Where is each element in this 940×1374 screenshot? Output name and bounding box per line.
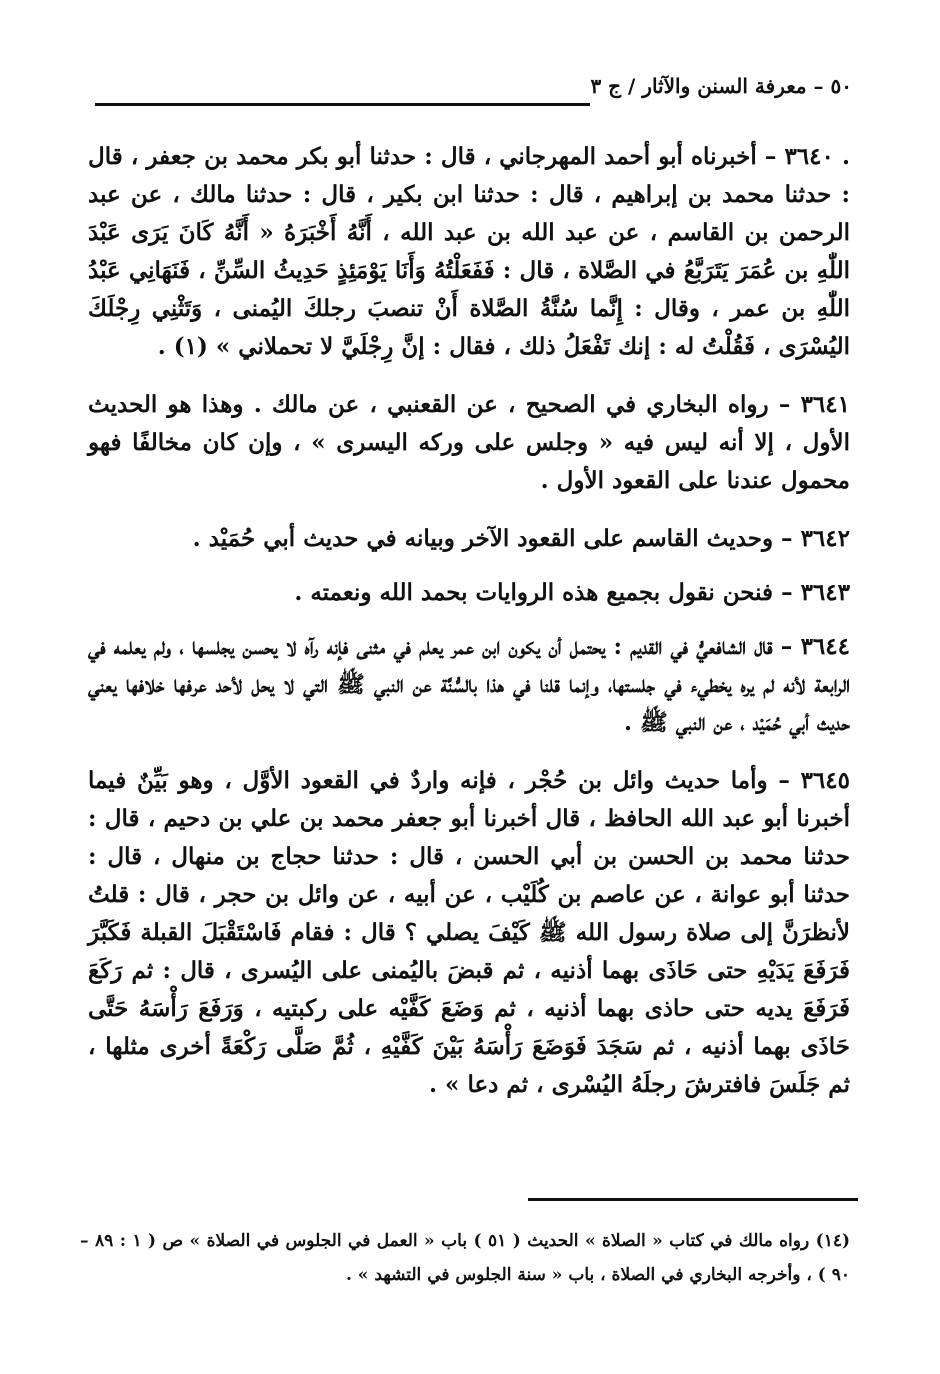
paragraph-3642: ٣٦٤٢ – وحديث القاسم على القعود الآخر وبيانه في حديث أبي حُمَيْد . <box>192 525 850 552</box>
running-header: ٥٠ – معرفة السنن والآثار / ج ٣ <box>590 74 852 98</box>
footnotes <box>80 1224 850 1292</box>
paragraph-3643: ٣٦٤٣ – فنحن نقول بجميع هذه الروايات بحمد الله ونعمته . <box>294 579 850 606</box>
footnote-rule <box>528 1198 858 1201</box>
paragraph-3641: ٣٦٤١ – رواه البخاري في الصحيح ، عن القعنبي ، عن مالك . وهذا هو الحديث الأول ، إلا أنه ليس فيه « وجلس على وركه اليسرى » ، وإن كان مخالفًا فهو محمول عندنا على القعود الأول . <box>88 391 850 494</box>
footnote-14: (١٤) رواه مالك في كتاب « الصلاة » الحديث ( ٥١ ) باب « العمل في الجلوس في الصلاة » ص ( ١ : ٨٩ – ٩٠ ) ، وأخرجه البخاري في الصلاة ، باب « سنة الجلوس في التشهد » . <box>80 1231 850 1285</box>
paragraph-3645: ٣٦٤٥ – وأما حديث وائل بن حُجْر ، فإنه واردٌ في القعود الأوَّل ، وهو بَيِّنٌ فيما أخبرنا أبو عبد الله الحافظ ، قال أخبرنا أبو جعفر محمد بن علي بن دحيم ، قال : حدثنا محمد بن الحسن بن أبي الحسن ، قال : حدثنا حجاج بن منهال ، قال : حدثنا أبو عوانة ، عن عاصم بن كُلَيْب ، عن أبيه ، عن وائل بن حجر ، قال : قلتُ لأنظرَنَّ إلى صلاة رسول الله ﷺ كَيْفَ يصلي ؟ قال : فقام فَاسْتَقْبَلَ القبلة فَكَبَّرَ فَرَفَعَ يَدَيْهِ حتى حَاذَى بهما أذنيه ، ثم قبضَ باليُمنى على اليُسرى ، قال : ثم رَكَعَ فَرَفَعَ يديه حتى حاذى بهما أذنيه ، ثم وَضَعَ كَفَّيْه على ركبتيه ، وَرَفَعَ رَأْسَهُ حَتَّى حَاذَى بهما أذنيه ، ثم سَجَدَ فَوَضَعَ رَأْسَهُ بَيْنَ كَفَّيْهِ ، ثُمَّ صَلَّى رَكْعَةً أخرى مثلها ، ثم جَلَسَ فافترشَ رجلَهُ اليُسْرى ، ثم دعا » . <box>88 767 851 1098</box>
paragraph-3640: . ٣٦٤٠ – أخبرناه أبو أحمد المهرجاني ، قال : حدثنا أبو بكر محمد بن جعفر ، قال : حدثنا محمد بن إبراهيم ، قال : حدثنا ابن بكير ، قال : حدثنا مالك ، عن عبد الرحمن بن القاسم ، عن عبد الله بن عبد الله ، أَنَّهُ أَخْبَرَهُ « أَنَّهُ كَانَ يَرَى عَبْدَ اللّٰهِ بن عُمَرَ يَتَرَبَّعُ في الصَّلاة ، قال : فَفَعَلْتُهُ وَأَنَا يَوْمَئِذٍ حَدِيثُ السِّنِّ ، فَنَهَانِي عَبْدُ اللّٰهِ بن عمر ، وقال : إِنَّما سُنَّةُ الصَّلاة أَنْ تنصبَ رجلكَ اليُمنى ، وَتَثْنِي رِجْلَكَ اليُسْرَى ، فَقُلْتُ له : إنك تَفْعَلُ ذلك ، فقال : إنَّ رِجْلَيَّ لا تحملاني » (١) . <box>88 143 850 360</box>
header-rule <box>95 103 590 106</box>
main-text <box>88 138 850 1124</box>
paragraph-3644: ٣٦٤٤ – قال الشافعيُّ في القديم : يحتمل أن يكون ابن عمر يعلم في مثنى فإنه رآه لا يحسن يجلسها ، ولم يعلمه في الرابعة لأنه لم يره يخطيء في جلستها، وإنما قلنا في هذا بالسُّنَّة عن النبي ﷺ التي لا يحل لأحد عرفها خلافها يعني حديث أبي حُمَيْد ، عن النبي ﷺ . <box>88 633 850 736</box>
